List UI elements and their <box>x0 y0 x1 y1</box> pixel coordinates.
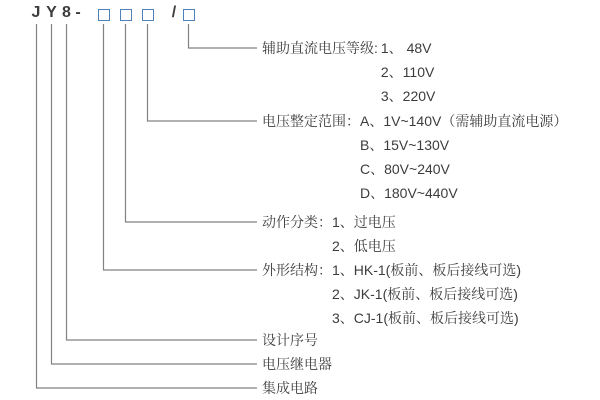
list-item: 2、低电压 <box>332 238 396 254</box>
list-item: C、80V~240V <box>360 161 450 177</box>
group-outline-structure-items <box>332 258 521 330</box>
group-setting-range <box>262 109 567 205</box>
list-item: B、15V~130V <box>360 137 450 153</box>
connector-line-design-serial <box>67 24 258 340</box>
list-item: 2、JK-1(板前、板后接线可选) <box>332 286 518 302</box>
list-item: 2、110V <box>380 64 435 80</box>
list-item: 1、过电压 <box>332 214 396 230</box>
label-design-serial: 设计序号 <box>262 332 318 348</box>
model-char-j: J <box>31 4 41 21</box>
group-action-category <box>262 210 396 258</box>
group-action-category-label: 动作分类： <box>262 214 332 230</box>
list-item: 1、 48V <box>380 40 432 56</box>
group-aux-dc-voltage <box>262 36 435 108</box>
group-action-category-items <box>332 210 396 258</box>
model-char-8: 8 <box>62 4 71 21</box>
group-outline-structure-label: 外形结构： <box>262 262 332 278</box>
connector-line-voltage-relay <box>52 24 258 364</box>
group-aux-dc-voltage-label: 辅助直流电压等级: <box>262 40 378 56</box>
list-item: 3、220V <box>380 88 436 104</box>
group-setting-range-items <box>360 109 567 205</box>
list-item: A、1V~140V（需辅助直流电源） <box>360 113 568 129</box>
connector-line-integrated-circuit <box>37 24 258 388</box>
group-outline-structure <box>262 258 521 330</box>
list-item: D、180V~440V <box>360 185 458 201</box>
label-voltage-relay: 电压继电器 <box>262 356 332 372</box>
model-slash: / <box>171 4 177 21</box>
connector-line-action-category <box>126 24 258 222</box>
group-setting-range-label: 电压整定范围： <box>262 113 360 129</box>
list-item: 3、CJ-1(板前、板后接线可选) <box>332 310 519 326</box>
connector-line-setting-range <box>148 24 258 121</box>
connector-line-aux-dc-voltage <box>189 24 258 48</box>
group-aux-dc-voltage-items <box>381 36 435 108</box>
model-dash: - <box>75 4 81 21</box>
label-integrated-circuit: 集成电路 <box>262 380 318 396</box>
list-item: 1、HK-1(板前、板后接线可选) <box>332 262 522 278</box>
connector-line-outline-structure <box>104 24 258 270</box>
model-char-y: Y <box>46 4 57 21</box>
